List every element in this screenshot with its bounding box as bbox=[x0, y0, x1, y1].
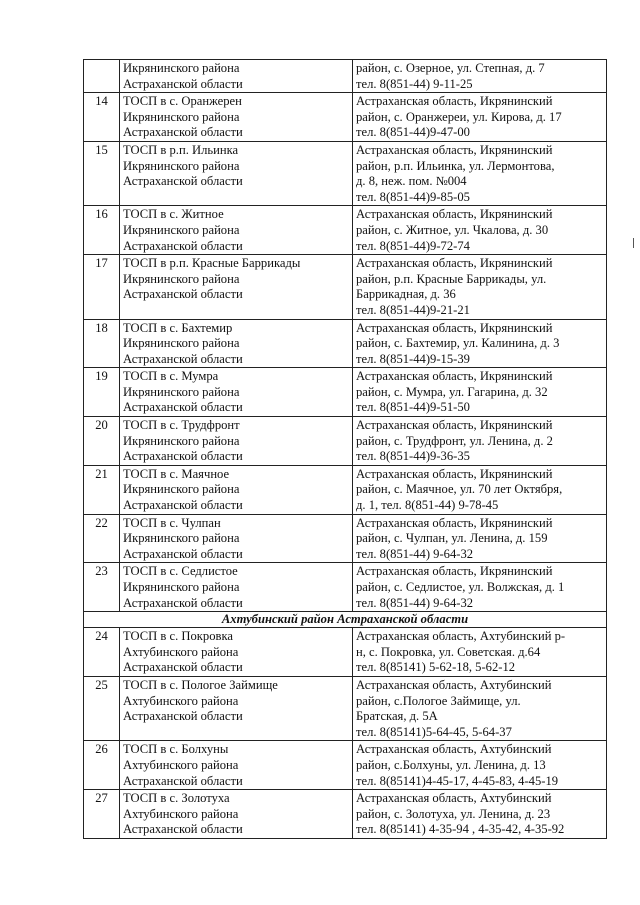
table-row bbox=[84, 255, 607, 319]
office-name: ТОСП в с. Бахтемир Икрянинского района Астраханской области bbox=[120, 319, 353, 368]
office-address: Астраханская область, Икрянинский район, с. Маячное, ул. 70 лет Октября, д. 1, тел. 8(851-44) 9-78-45 bbox=[353, 465, 607, 514]
row-number: 26 bbox=[84, 741, 120, 790]
office-name: ТОСП в с. Болхуны Ахтубинского района Астраханской области bbox=[120, 741, 353, 790]
table-row bbox=[84, 141, 607, 205]
office-address: Астраханская область, Икрянинский район, с. Мумра, ул. Гагарина, д. 32 тел. 8(851-44)9-51-50 bbox=[353, 368, 607, 417]
scan-margin-mark bbox=[633, 238, 634, 248]
office-address: Астраханская область, Икрянинский район, с. Житное, ул. Чкалова, д. 30 тел. 8(851-44)9-72-74 bbox=[353, 206, 607, 255]
row-number: 22 bbox=[84, 514, 120, 563]
section-title: Ахтубинский район Астраханской области bbox=[84, 612, 607, 628]
office-address: Астраханская область, Ахтубинский район, с.Болхуны, ул. Ленина, д. 13 тел. 8(85141)4-45-17, 4-45-83, 4-45-19 bbox=[353, 741, 607, 790]
office-name: ТОСП в р.п. Красные Баррикады Икрянинского района Астраханской области bbox=[120, 255, 353, 319]
table-row bbox=[84, 741, 607, 790]
row-number: 16 bbox=[84, 206, 120, 255]
row-number: 25 bbox=[84, 676, 120, 740]
office-address: район, с. Озерное, ул. Степная, д. 7 тел. 8(851-44) 9-11-25 bbox=[353, 60, 607, 93]
office-address: Астраханская область, Ахтубинский район, с.Пологое Займище, ул. Братская, д. 5А тел. 8(85141)5-64-45, 5-64-37 bbox=[353, 676, 607, 740]
office-address: Астраханская область, Икрянинский район, р.п. Ильинка, ул. Лермонтова, д. 8, неж. пом. №004 тел. 8(851-44)9-85-05 bbox=[353, 141, 607, 205]
row-number: 23 bbox=[84, 563, 120, 612]
office-address: Астраханская область, Икрянинский район, с. Оранжереи, ул. Кирова, д. 17 тел. 8(851-44)9-47-00 bbox=[353, 93, 607, 142]
office-name: ТОСП в с. Чулпан Икрянинского района Астраханской области bbox=[120, 514, 353, 563]
table-row bbox=[84, 319, 607, 368]
office-address: Астраханская область, Икрянинский район, с. Чулпан, ул. Ленина, д. 159 тел. 8(851-44) 9-64-32 bbox=[353, 514, 607, 563]
table-row bbox=[84, 465, 607, 514]
table-row bbox=[84, 514, 607, 563]
row-number bbox=[84, 60, 120, 93]
office-address: Астраханская область, Ахтубинский район, с. Золотуха, ул. Ленина, д. 23 тел. 8(85141) 4-35-94 , 4-35-42, 4-35-92 bbox=[353, 790, 607, 839]
row-number: 20 bbox=[84, 417, 120, 466]
table-row bbox=[84, 417, 607, 466]
table-row bbox=[84, 206, 607, 255]
row-number: 24 bbox=[84, 628, 120, 677]
office-name: ТОСП в с. Мумра Икрянинского района Астраханской области bbox=[120, 368, 353, 417]
office-name: ТОСП в с. Маячное Икрянинского района Астраханской области bbox=[120, 465, 353, 514]
table-row bbox=[84, 368, 607, 417]
office-name: ТОСП в с. Золотуха Ахтубинского района Астраханской области bbox=[120, 790, 353, 839]
offices-table-container bbox=[83, 59, 598, 839]
table-row bbox=[84, 676, 607, 740]
office-name: ТОСП в с. Трудфронт Икрянинского района Астраханской области bbox=[120, 417, 353, 466]
office-name: ТОСП в с. Пологое Займище Ахтубинского района Астраханской области bbox=[120, 676, 353, 740]
table-row bbox=[84, 93, 607, 142]
office-name: ТОСП в с. Седлистое Икрянинского района Астраханской области bbox=[120, 563, 353, 612]
office-name: ТОСП в с. Житное Икрянинского района Астраханской области bbox=[120, 206, 353, 255]
row-number: 19 bbox=[84, 368, 120, 417]
table-row bbox=[84, 628, 607, 677]
offices-table bbox=[83, 59, 607, 839]
office-name: ТОСП в р.п. Ильинка Икрянинского района Астраханской области bbox=[120, 141, 353, 205]
office-address: Астраханская область, Икрянинский район, с. Бахтемир, ул. Калинина, д. 3 тел. 8(851-44)9-15-39 bbox=[353, 319, 607, 368]
office-address: Астраханская область, Икрянинский район, р.п. Красные Баррикады, ул. Баррикадная, д. 36 тел. 8(851-44)9-21-21 bbox=[353, 255, 607, 319]
office-name: Икрянинского района Астраханской области bbox=[120, 60, 353, 93]
row-number: 18 bbox=[84, 319, 120, 368]
row-number: 14 bbox=[84, 93, 120, 142]
office-address: Астраханская область, Икрянинский район, с. Трудфронт, ул. Ленина, д. 2 тел. 8(851-44)9-36-35 bbox=[353, 417, 607, 466]
table-row bbox=[84, 60, 607, 93]
office-name: ТОСП в с. Покровка Ахтубинского района Астраханской области bbox=[120, 628, 353, 677]
table-row bbox=[84, 790, 607, 839]
office-address: Астраханская область, Икрянинский район, с. Седлистое, ул. Волжская, д. 1 тел. 8(851-44) 9-64-32 bbox=[353, 563, 607, 612]
row-number: 15 bbox=[84, 141, 120, 205]
office-name: ТОСП в с. Оранжерен Икрянинского района Астраханской области bbox=[120, 93, 353, 142]
row-number: 27 bbox=[84, 790, 120, 839]
row-number: 17 bbox=[84, 255, 120, 319]
row-number: 21 bbox=[84, 465, 120, 514]
table-row bbox=[84, 563, 607, 612]
section-header-row bbox=[84, 612, 607, 628]
office-address: Астраханская область, Ахтубинский р- н, с. Покровка, ул. Советская. д.64 тел. 8(85141) 5-62-18, 5-62-12 bbox=[353, 628, 607, 677]
